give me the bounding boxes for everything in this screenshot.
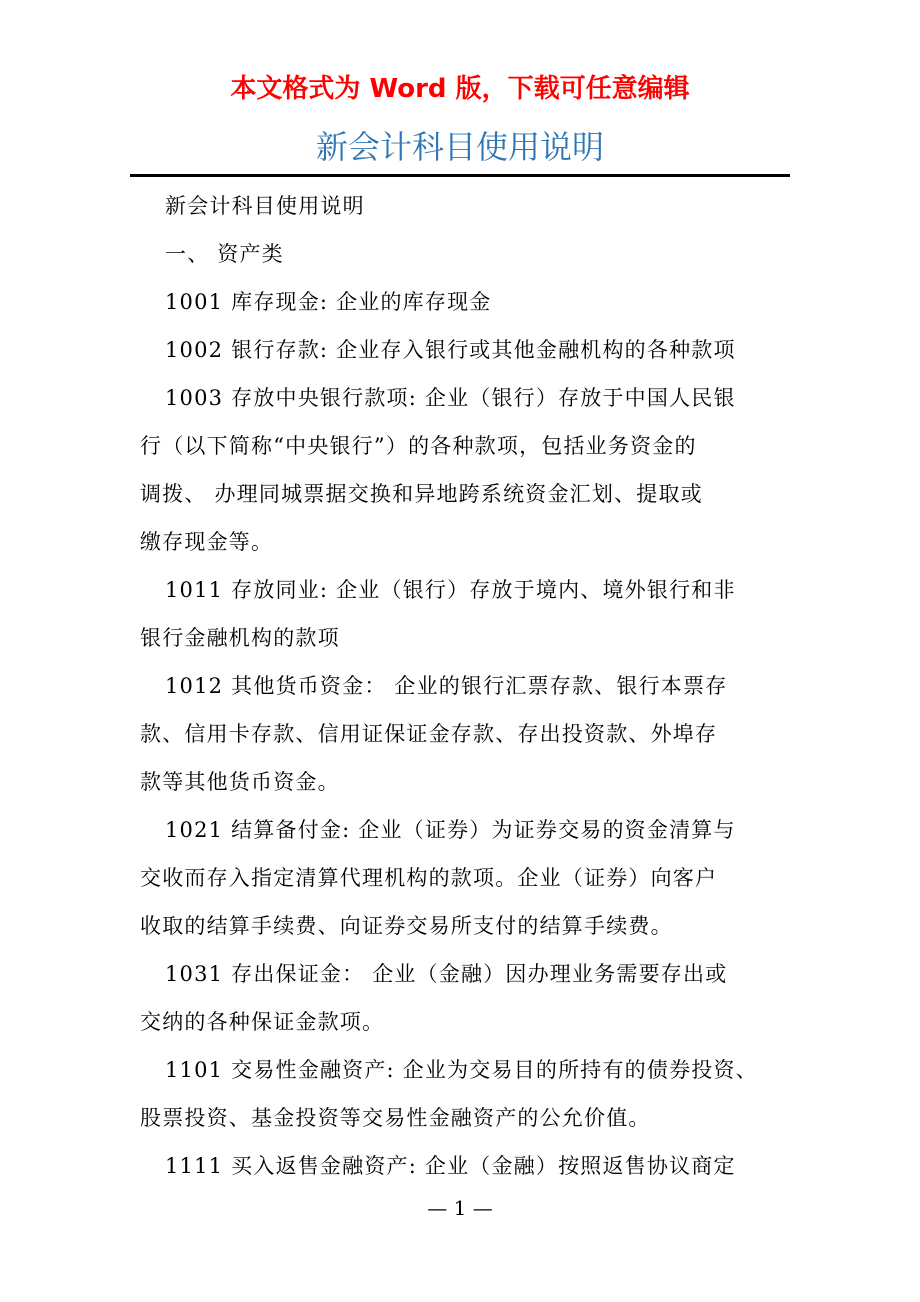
text-line: 1021 结算备付金: 企业（证券）为证券交易的资金清算与	[165, 818, 736, 842]
text-line: 1101 交易性金融资产: 企业为交易目的所持有的债券投资、	[165, 1058, 758, 1082]
document-title: 新会计科目使用说明	[315, 128, 604, 166]
format-notice-banner: 本文格式为 Word 版，下载可任意编辑	[230, 74, 690, 104]
text-line: 1003 存放中央银行款项: 企业（银行）存放于中国人民银	[165, 386, 736, 410]
text-line: 缴存现金等。	[140, 530, 274, 554]
text-line: 行（以下简称“中央银行”）的各种款项，包括业务资金的	[140, 434, 697, 458]
document-body	[140, 188, 790, 1196]
text-line: 款、信用卡存款、信用证保证金存款、存出投资款、外埠存	[140, 722, 718, 746]
text-line: 银行金融机构的款项	[140, 626, 340, 650]
header-divider	[130, 174, 790, 177]
text-line: 交纳的各种保证金款项。	[140, 1010, 385, 1034]
text-line: 股票投资、基金投资等交易性金融资产的公允价值。	[140, 1106, 651, 1130]
text-line: 1031 存出保证金： 企业（金融）因办理业务需要存出或	[165, 962, 728, 986]
text-line: 款等其他货币资金。	[140, 770, 340, 794]
page-number: — 1 —	[427, 1196, 493, 1220]
text-line: 新会计科目使用说明	[165, 194, 365, 218]
text-line: 1002 银行存款: 企业存入银行或其他金融机构的各种款项	[165, 338, 736, 362]
text-line: 1011 存放同业: 企业（银行）存放于境内、境外银行和非	[165, 578, 736, 602]
text-line: 1012 其他货币资金： 企业的银行汇票存款、银行本票存	[165, 674, 728, 698]
text-line: 收取的结算手续费、向证券交易所支付的结算手续费。	[140, 914, 673, 938]
text-line: 交收而存入指定清算代理机构的款项。企业（证券）向客户	[140, 866, 718, 890]
text-line: 1111 买入返售金融资产: 企业（金融）按照返售协议商定	[165, 1154, 736, 1178]
text-line: 1001 库存现金: 企业的库存现金	[165, 290, 492, 314]
text-line: 一、 资产类	[165, 242, 284, 266]
text-line: 调拨、 办理同城票据交换和异地跨系统资金汇划、提取或	[140, 482, 703, 506]
